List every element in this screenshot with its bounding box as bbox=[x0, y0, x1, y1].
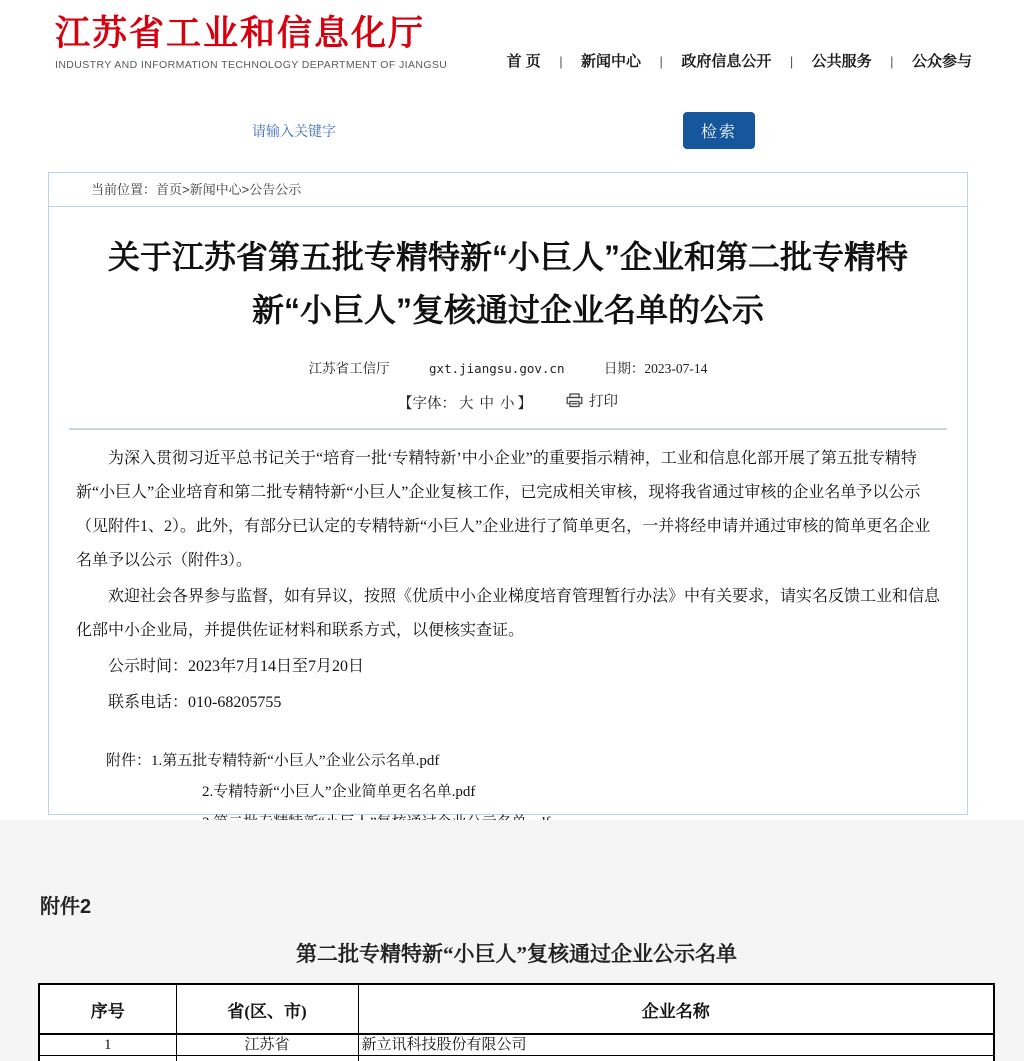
attachment-link-2[interactable]: 2.专精特新“小巨人”企业简单更名名单.pdf bbox=[202, 784, 476, 800]
paragraph: 欢迎社会各界参与监督，如有异议，按照《优质中小企业梯度培育管理暂行办法》中有关要求，请实名反馈工业和信息化部中小企业局，并提供佐证材料和联系方式，以便核实查证。 bbox=[76, 588, 941, 639]
font-size-small-button[interactable]: 小 bbox=[500, 396, 515, 412]
main-nav bbox=[507, 50, 972, 71]
attachment-line bbox=[106, 746, 940, 777]
site-logo-subtitle: INDUSTRY AND INFORMATION TECHNOLOGY DEPARTMENT OF JIANGSU bbox=[55, 59, 448, 71]
font-size-medium-button[interactable]: 中 bbox=[479, 396, 494, 412]
paragraph-contact-phone: 联系电话：010-68205755 bbox=[108, 694, 282, 711]
article-source: 江苏省工信厅 bbox=[308, 361, 390, 376]
search-button[interactable]: 检索 bbox=[683, 112, 755, 149]
table-header-row bbox=[39, 984, 994, 1034]
nav-item-home[interactable]: 首 页 bbox=[506, 53, 541, 70]
attachment-link-1[interactable]: 1.第五批专精特新“小巨人”企业公示名单.pdf bbox=[151, 753, 440, 769]
article-toolbar bbox=[49, 390, 967, 413]
cell-province bbox=[176, 1056, 358, 1061]
article-meta bbox=[49, 357, 967, 377]
site-logo-title: 江苏省工业和信息化厅 bbox=[55, 14, 426, 53]
appendix-table bbox=[38, 983, 995, 1061]
nav-separator: | bbox=[659, 54, 663, 69]
nav-separator: | bbox=[789, 54, 794, 69]
cell-index: 1 bbox=[39, 1034, 176, 1056]
attachments-label: 附件： bbox=[106, 753, 152, 769]
article-title: 关于江苏省第五批专精特新“小巨人”企业和第二批专精特新“小巨人”复核通过企业名单的公示 bbox=[107, 239, 908, 328]
font-size-large-button[interactable]: 大 bbox=[459, 396, 474, 412]
attachment-line bbox=[106, 777, 940, 808]
breadcrumb-path[interactable]: 首页>新闻中心>公告公示 bbox=[156, 182, 302, 197]
cell-province: 江苏省 bbox=[176, 1034, 358, 1056]
company-table bbox=[38, 983, 995, 1061]
divider bbox=[69, 428, 947, 430]
cell-index bbox=[39, 1056, 176, 1061]
paragraph: 为深入贯彻习近平总书记关于“培育一批‘专精特新’中小企业”的重要指示精神，工业和信息化部开展了第五批专精特新“小巨人”企业培育和第二批专精特新“小巨人”企业复核工作，已完成相关审核，现将我省通过审核的企业名单予以公示（见附件1、2）。此外，有部分已认定的专精特新“小巨人”企业进行了简单更名，一并将经申请并通过审核的简单更名企业名单予以公示（附件3）。 bbox=[76, 450, 931, 569]
breadcrumb bbox=[49, 173, 967, 207]
nav-separator: | bbox=[559, 54, 563, 69]
nav-item-participation[interactable]: 公众参与 bbox=[911, 53, 972, 70]
column-header-province: 省(区、市) bbox=[176, 984, 358, 1034]
search-input[interactable] bbox=[250, 112, 674, 150]
print-button[interactable] bbox=[566, 390, 618, 411]
appendix-heading: 附件2 bbox=[40, 896, 92, 918]
nav-separator: | bbox=[890, 54, 894, 69]
printer-icon bbox=[566, 393, 583, 408]
article-date: 日期：2023-07-14 bbox=[603, 361, 708, 376]
appendix-section bbox=[0, 820, 1024, 1061]
article-panel bbox=[48, 172, 968, 815]
font-size-label-prefix: 【字体： bbox=[398, 396, 456, 412]
breadcrumb-label: 当前位置： bbox=[91, 182, 157, 197]
table-row-partial bbox=[39, 1056, 994, 1061]
cell-company bbox=[358, 1056, 994, 1061]
column-header-company: 企业名称 bbox=[358, 984, 994, 1034]
paragraph-publicity-period: 公示时间：2023年7月14日至7月20日 bbox=[108, 658, 365, 675]
site-logo[interactable] bbox=[55, 14, 447, 71]
column-header-index: 序号 bbox=[39, 984, 176, 1034]
font-size-label-suffix: 】 bbox=[517, 396, 532, 412]
nav-item-gov-info[interactable]: 政府信息公开 bbox=[681, 53, 772, 70]
print-label: 打印 bbox=[589, 394, 618, 410]
nav-item-public-service[interactable]: 公共服务 bbox=[811, 53, 872, 70]
table-row bbox=[39, 1034, 994, 1056]
nav-item-news[interactable]: 新闻中心 bbox=[581, 53, 642, 70]
article-website: gxt.jiangsu.gov.cn bbox=[429, 361, 565, 376]
article-body bbox=[76, 442, 940, 839]
appendix-table-title: 第二批专精特新“小巨人”复核通过企业公示名单 bbox=[296, 942, 737, 966]
cell-company: 新立讯科技股份有限公司 bbox=[358, 1034, 994, 1056]
